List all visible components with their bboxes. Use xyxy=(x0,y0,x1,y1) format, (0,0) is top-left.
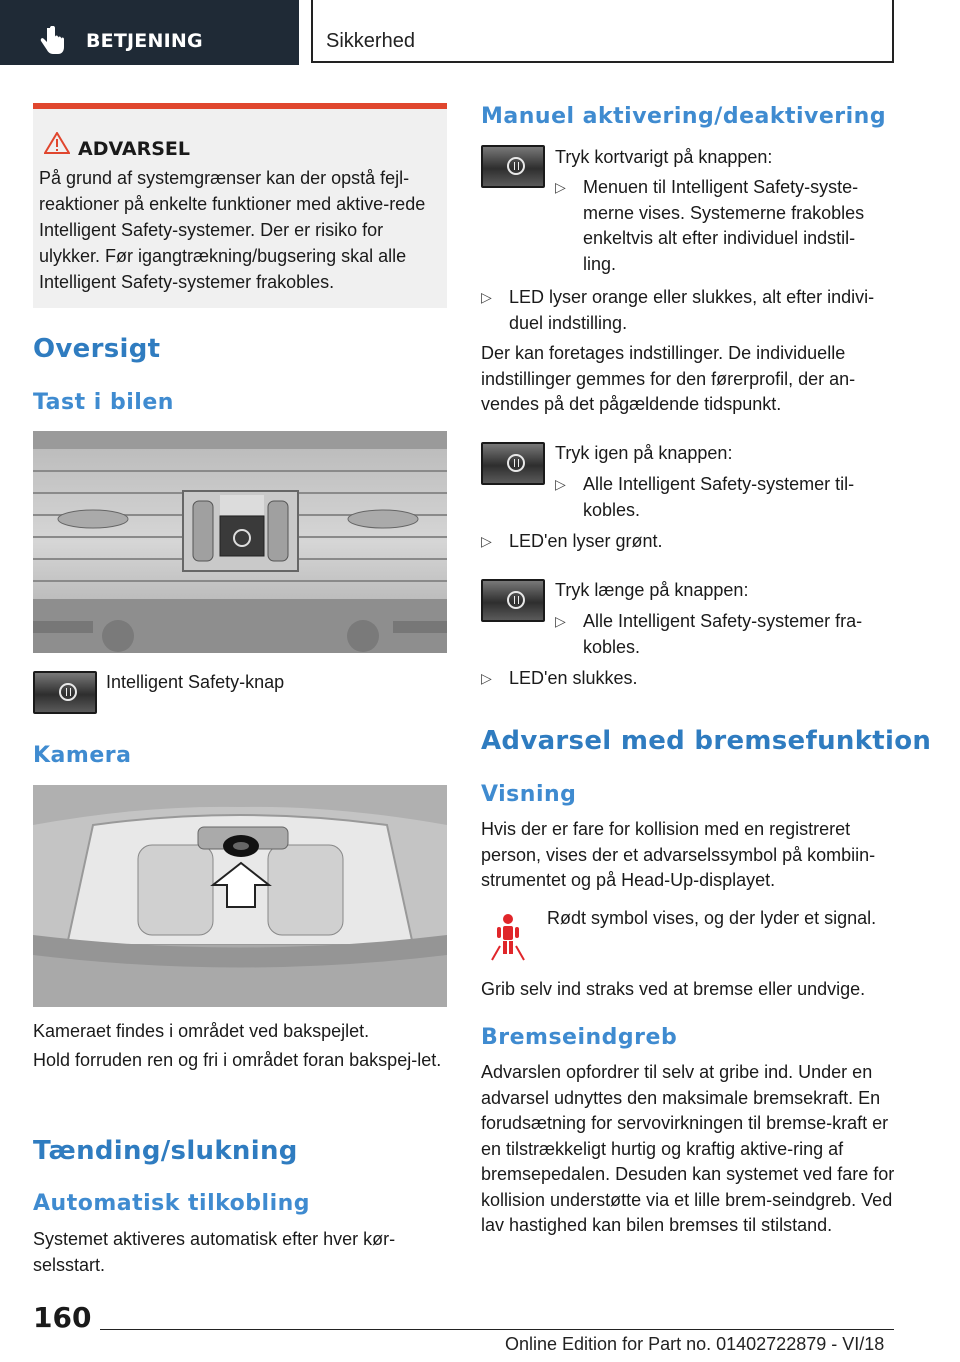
long-press-text: Tryk længe på knappen: xyxy=(555,580,749,600)
chapter-title: Sikkerhed xyxy=(326,30,415,52)
auto-activation-text: Systemet aktiveres automatisk efter hver kør-selsstart. xyxy=(33,1229,396,1275)
bullet-text: Alle Intelligent Safety-systemer til-kobles. xyxy=(583,474,855,520)
safety-button-icon xyxy=(481,442,545,485)
press-again-text: Tryk igen på knappen: xyxy=(555,443,733,463)
camera-clean-text: Hold forruden ren og fri i området foran bakspej-let. xyxy=(33,1050,442,1070)
brake-intervention-text: Advarslen opfordrer til selv at gribe ind. Under en advarsel udnyttes den maksimale bremsekraft. En forudsætning for servovirkningen til bremse-kraft er en tilstrækkeligt hurtig og kraftig aktive-ring af bremsepedalen. Desuden kan systemet ved fare for kollision understøtte via et lille brem-seindgreb. Ved lav hastighed kan bilen bremses til stilstand. xyxy=(481,1062,895,1235)
button-caption: Intelligent Safety-knap xyxy=(106,672,285,692)
edition-text: Online Edition for Part no. 01402722879 - VI/18 xyxy=(505,1334,885,1354)
bullet-triangle-icon: ▷ xyxy=(481,289,492,305)
footer-divider xyxy=(100,1329,894,1330)
warning-text: På grund af systemgrænser kan der opstå fejl-reaktioner på enkelte funktioner med aktive-rede Intelligent Safety-systemer. Der er risiko for ulykker. Før igangtrækning/bugsering skal alle Intelligent Safety-systemer frakobles. xyxy=(39,168,426,292)
bullet-text: Menuen til Intelligent Safety-syste-merne vises. Systemerne frakobles enkeltvis alt efter individuel indstil-ling. xyxy=(583,177,865,274)
bullet-triangle-icon: ▷ xyxy=(555,613,566,629)
auto-activation-heading: Automatisk tilkobling xyxy=(33,1191,311,1216)
bullet-triangle-icon: ▷ xyxy=(481,533,492,549)
dashboard-button-photo xyxy=(33,431,447,653)
safety-button-icon xyxy=(481,579,545,622)
display-heading: Visning xyxy=(481,782,577,807)
warning-box xyxy=(33,103,447,308)
camera-heading: Kamera xyxy=(33,743,132,768)
overview-heading: Oversigt xyxy=(33,334,161,364)
ignition-heading: Tænding/slukning xyxy=(33,1136,298,1166)
bullet-text: LED'en lyser grønt. xyxy=(509,531,663,551)
pedestrian-warning-icon xyxy=(482,910,534,962)
camera-location-text: Kameraet findes i området ved bakspejlet. xyxy=(33,1021,370,1041)
settings-text: Der kan foretages indstillinger. De individuelle indstillinger gemmes for den førerprofil, der an-vendes på det pågældende tidspunkt. xyxy=(481,343,856,414)
symbol-text: Rødt symbol vises, og der lyder et signal. xyxy=(547,908,877,928)
brake-warning-heading: Advarsel med bremsefunktion xyxy=(481,726,932,756)
bullet-triangle-icon: ▷ xyxy=(481,670,492,686)
warning-title: ADVARSEL xyxy=(78,138,190,160)
chapter-tab xyxy=(311,0,894,63)
display-text: Hvis der er fare for kollision med en registreret person, vises der et advarselssymbol på kombiin-strumentet og på Head-Up-displayet. xyxy=(481,819,876,890)
section-label: BETJENING xyxy=(86,30,203,52)
button-heading: Tast i bilen xyxy=(33,390,174,415)
page-number: 160 xyxy=(33,1301,92,1334)
warning-triangle-icon xyxy=(44,132,70,154)
section-tab xyxy=(0,0,299,65)
camera-location-photo xyxy=(33,785,447,1007)
bullet-text: LED lyser orange eller slukkes, alt efter indivi-duel indstilling. xyxy=(509,287,875,333)
bullet-triangle-icon: ▷ xyxy=(555,476,566,492)
bullet-text: LED'en slukkes. xyxy=(509,668,638,688)
hand-pointer-icon xyxy=(40,26,66,56)
bullet-text: Alle Intelligent Safety-systemer fra-kobles. xyxy=(583,611,863,657)
manual-heading: Manuel aktivering/deaktivering xyxy=(481,104,887,129)
bullet-triangle-icon: ▷ xyxy=(555,179,566,195)
short-press-text: Tryk kortvarigt på knappen: xyxy=(555,147,773,167)
safety-button-icon xyxy=(33,671,97,714)
brake-intervention-heading: Bremseindgreb xyxy=(481,1025,678,1050)
safety-button-icon xyxy=(481,145,545,188)
intervene-text: Grib selv ind straks ved at bremse eller undvige. xyxy=(481,979,866,999)
